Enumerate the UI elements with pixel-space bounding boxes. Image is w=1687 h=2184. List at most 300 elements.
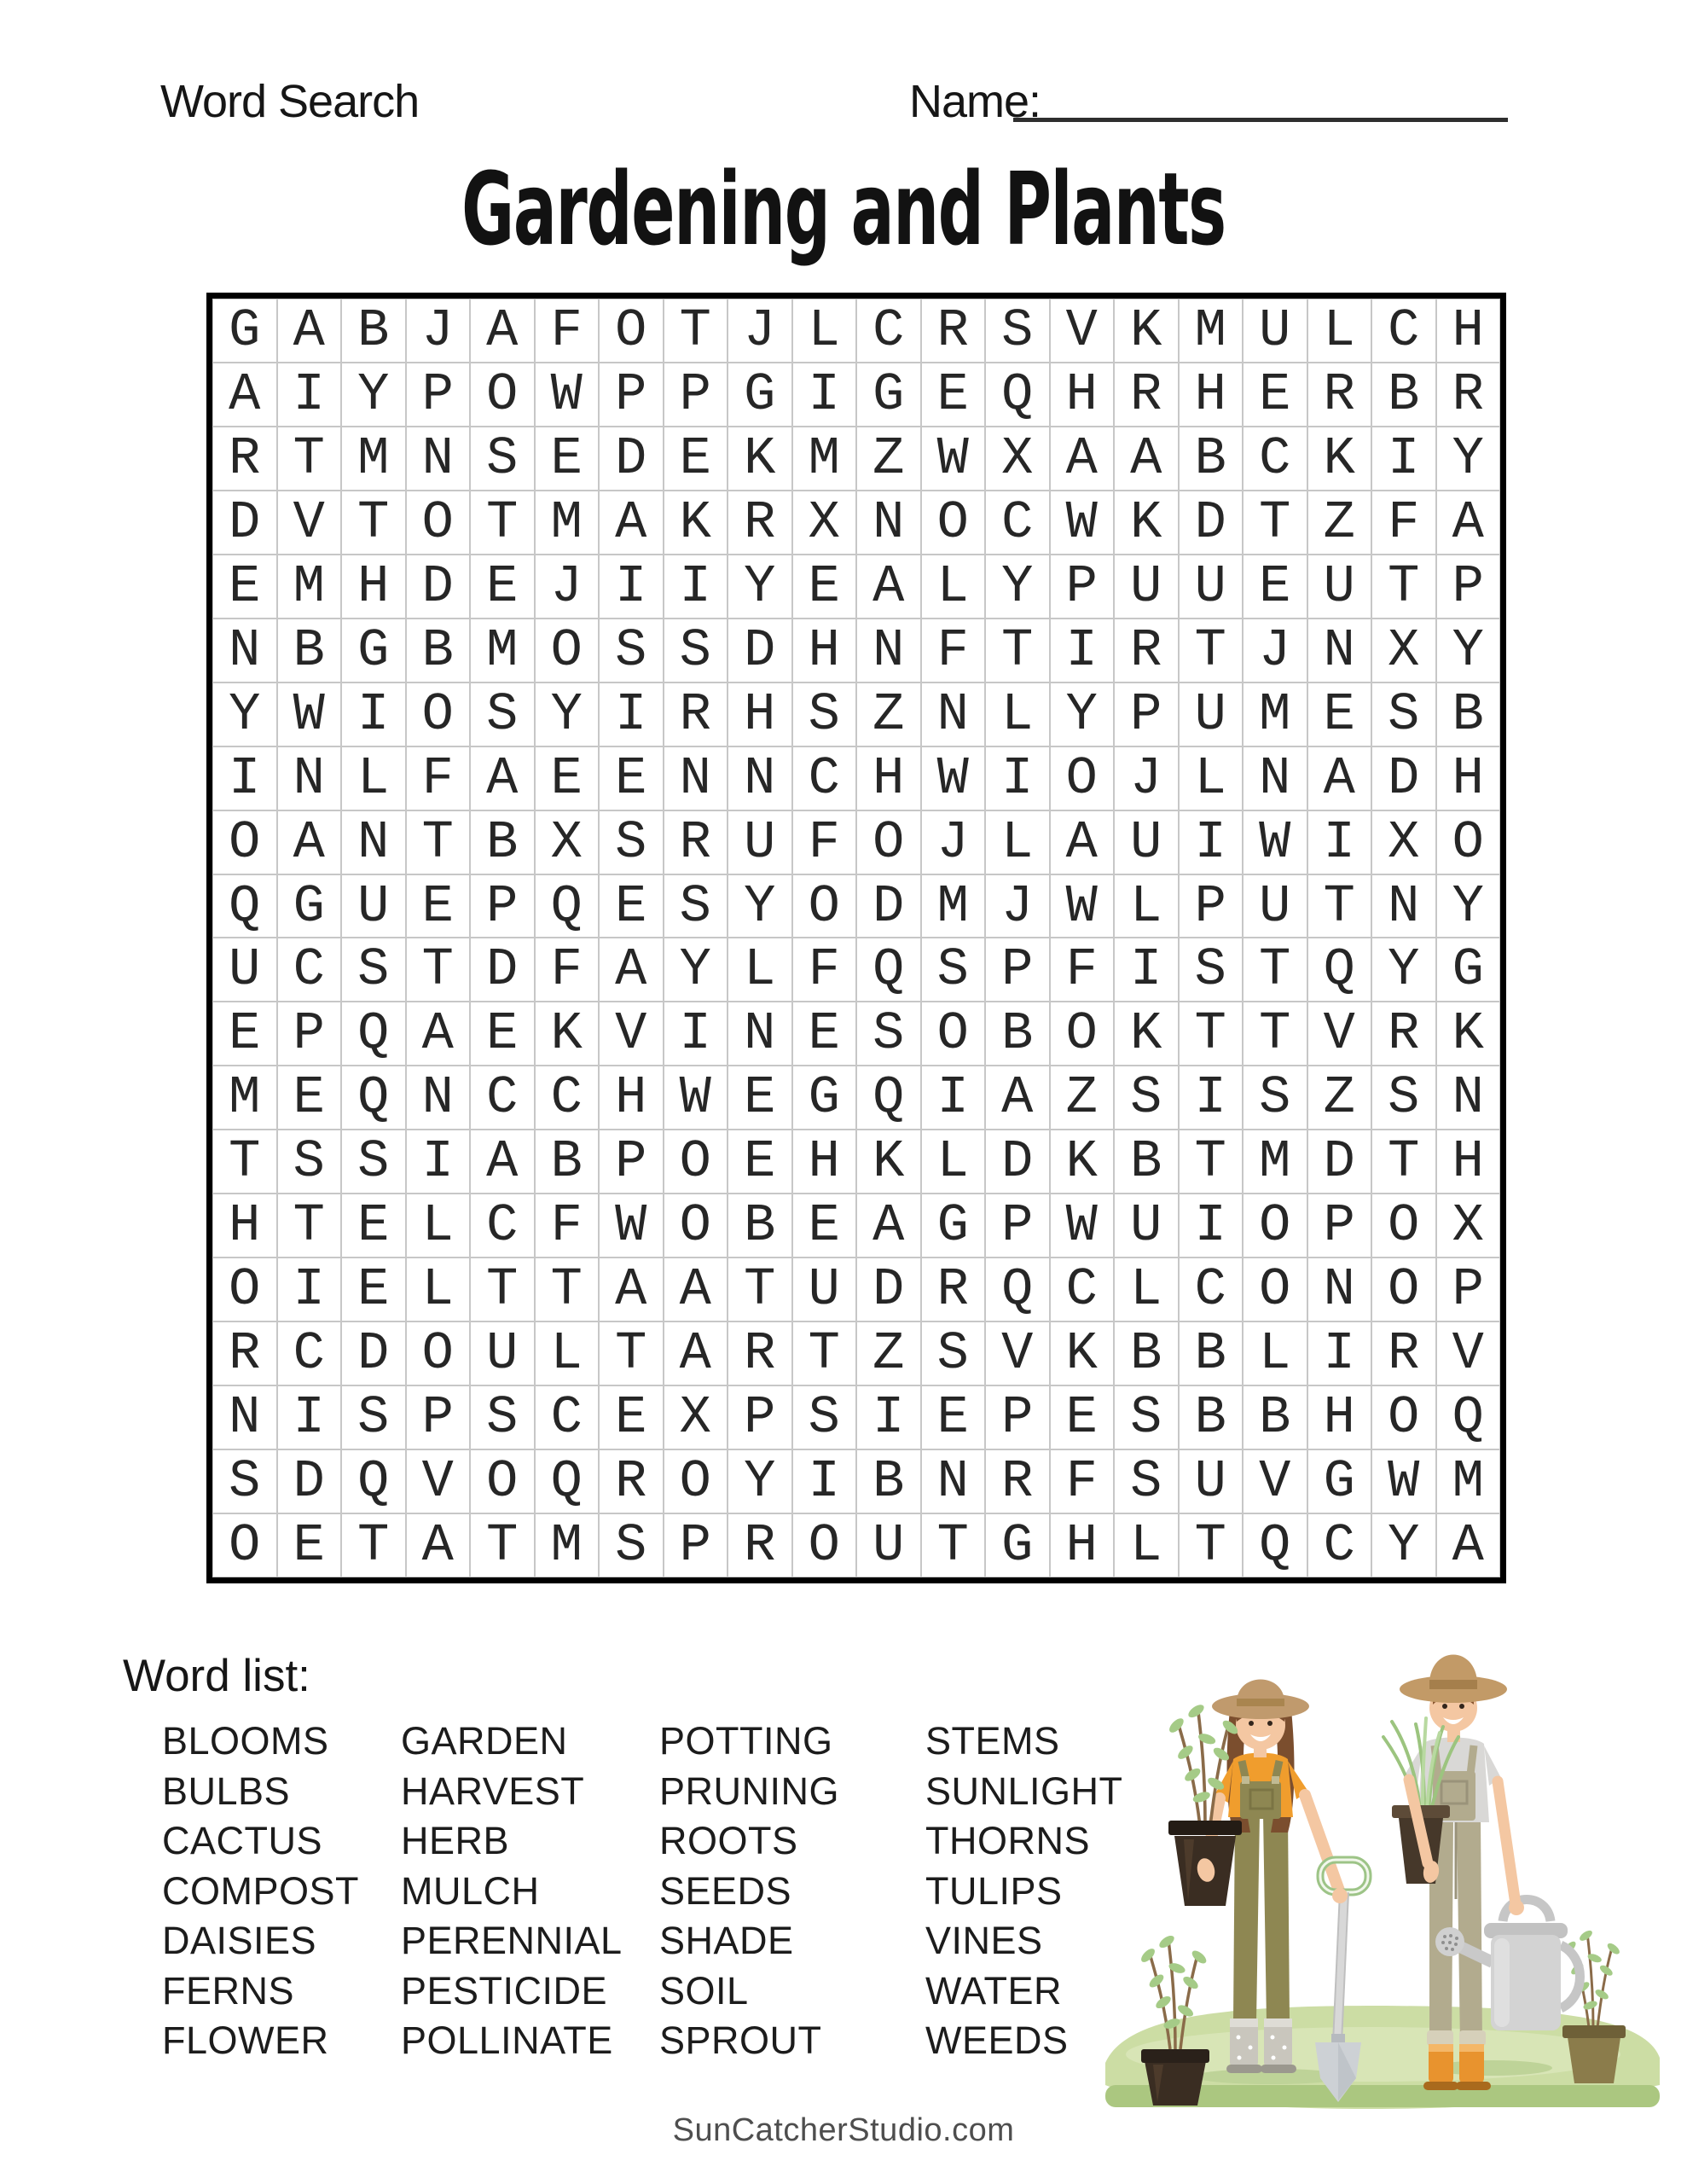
grid-cell: R (1371, 1321, 1436, 1385)
grid-cell: D (856, 1258, 921, 1321)
grid-cell: W (1371, 1449, 1436, 1513)
word-list-heading: Word list: (123, 1651, 310, 1701)
grid-cell: R (1114, 619, 1179, 682)
grid-cell: W (599, 1194, 664, 1258)
grid-cell: I (1179, 810, 1244, 874)
grid-cell: H (341, 555, 406, 619)
grid-cell: E (921, 1385, 986, 1449)
grid-cell: R (1436, 363, 1501, 427)
grid-cell: F (1371, 491, 1436, 555)
grid-cell: M (792, 427, 857, 491)
grid-cell: S (599, 619, 664, 682)
grid-cell: H (1436, 1130, 1501, 1194)
grid-cell: C (985, 491, 1050, 555)
word-list-item: POTTING (659, 1719, 833, 1763)
grid-cell: B (1436, 682, 1501, 746)
grid-cell: Y (1371, 938, 1436, 1002)
grid-cell: J (728, 299, 792, 363)
grid-cell: I (921, 1066, 986, 1130)
grid-cell: E (921, 363, 986, 427)
word-list-column-1 (162, 1716, 359, 2066)
grid-cell: I (664, 1002, 728, 1066)
grid-cell: O (212, 1513, 277, 1577)
grid-cell: W (1243, 810, 1307, 874)
grid-cell: O (406, 1321, 471, 1385)
grid-cell: R (728, 1513, 792, 1577)
grid-cell: P (664, 363, 728, 427)
grid-cell: T (1179, 1130, 1244, 1194)
grid-cell: L (1243, 1321, 1307, 1385)
grid-cell: H (1050, 363, 1115, 427)
grid-cell: N (1307, 1258, 1372, 1321)
grid-cell: O (921, 491, 986, 555)
grid-cell: I (1307, 1321, 1372, 1385)
grid-cell: N (1436, 1066, 1501, 1130)
grid-cell: C (1243, 427, 1307, 491)
grid-cell: N (921, 1449, 986, 1513)
grid-cell: N (212, 619, 277, 682)
grid-cell: O (856, 810, 921, 874)
grid-cell: N (856, 619, 921, 682)
grid-cell: W (664, 1066, 728, 1130)
grid-cell: I (277, 363, 342, 427)
grid-cell: P (985, 1194, 1050, 1258)
grid-cell: D (1179, 491, 1244, 555)
grid-cell: S (792, 682, 857, 746)
grid-cell: D (985, 1130, 1050, 1194)
grid-cell: X (664, 1385, 728, 1449)
grid-cell: K (1114, 299, 1179, 363)
grid-cell: S (470, 427, 535, 491)
grid-cell: Q (856, 938, 921, 1002)
grid-cell: E (277, 1066, 342, 1130)
grid-cell: S (341, 938, 406, 1002)
grid-cell: L (1114, 874, 1179, 938)
grid-cell: O (1050, 1002, 1115, 1066)
grid-cell: R (1371, 1002, 1436, 1066)
grid-cell: K (664, 491, 728, 555)
grid-cell: A (856, 1194, 921, 1258)
word-list-item: WATER (925, 1968, 1062, 2013)
word-list-item: POLLINATE (401, 2018, 613, 2062)
grid-cell: S (792, 1385, 857, 1449)
grid-cell: M (1243, 1130, 1307, 1194)
grid-cell: U (1114, 555, 1179, 619)
grid-cell: T (792, 1321, 857, 1385)
grid-cell: I (856, 1385, 921, 1449)
grid-cell: T (728, 1258, 792, 1321)
grid-cell: I (1114, 938, 1179, 1002)
grid-cell: I (1307, 810, 1372, 874)
grid-cell: C (1179, 1258, 1244, 1321)
grid-cell: R (664, 810, 728, 874)
grid-cell: H (728, 682, 792, 746)
grid-cell: Q (856, 1066, 921, 1130)
grid-cell: O (1243, 1194, 1307, 1258)
grid-cell: D (212, 491, 277, 555)
word-list-item: BLOOMS (162, 1719, 329, 1763)
grid-cell: E (212, 555, 277, 619)
grid-cell: Y (1371, 1513, 1436, 1577)
grid-cell: B (856, 1449, 921, 1513)
grid-cell: O (1371, 1385, 1436, 1449)
grid-cell: I (1050, 619, 1115, 682)
grid-cell: I (277, 1258, 342, 1321)
grid-cell: G (277, 874, 342, 938)
grid-cell: A (599, 938, 664, 1002)
grid-cell: E (406, 874, 471, 938)
grid-cell: N (212, 1385, 277, 1449)
grid-cell: T (212, 1130, 277, 1194)
grid-cell: A (1436, 491, 1501, 555)
grid-cell: D (728, 619, 792, 682)
grid-cell: S (664, 874, 728, 938)
grid-cell: E (341, 1194, 406, 1258)
word-list-item: PERENNIAL (401, 1919, 623, 1962)
grid-cell: V (985, 1321, 1050, 1385)
grid-cell: Z (856, 427, 921, 491)
grid-cell: B (728, 1194, 792, 1258)
grid-cell: Q (985, 363, 1050, 427)
grid-cell: E (535, 427, 600, 491)
grid-cell: C (535, 1385, 600, 1449)
grid-cell: I (599, 682, 664, 746)
word-list-item: STEMS (925, 1719, 1060, 1763)
grid-cell: E (535, 746, 600, 810)
grid-cell: N (664, 746, 728, 810)
grid-cell: T (1243, 1002, 1307, 1066)
grid-cell: T (1179, 1002, 1244, 1066)
grid-cell: V (1050, 299, 1115, 363)
grid-cell: U (1243, 874, 1307, 938)
grid-cell: B (341, 299, 406, 363)
grid-cell: C (470, 1066, 535, 1130)
grid-cell: P (599, 1130, 664, 1194)
grid-cell: R (1307, 363, 1372, 427)
grid-cell: U (792, 1258, 857, 1321)
grid-cell: O (921, 1002, 986, 1066)
grid-cell: A (470, 746, 535, 810)
grid-cell: X (1371, 619, 1436, 682)
grid-cell: U (856, 1513, 921, 1577)
grid-cell: D (406, 555, 471, 619)
grid-cell: U (212, 938, 277, 1002)
grid-cell: R (728, 1321, 792, 1385)
word-list-item: THORNS (925, 1819, 1090, 1862)
grid-cell: W (535, 363, 600, 427)
grid-cell: V (1243, 1449, 1307, 1513)
grid-cell: J (985, 874, 1050, 938)
grid-cell: D (599, 427, 664, 491)
grid-cell: E (599, 746, 664, 810)
grid-cell: O (1243, 1258, 1307, 1321)
grid-cell: F (535, 299, 600, 363)
grid-cell: J (535, 555, 600, 619)
grid-cell: D (1307, 1130, 1372, 1194)
grid-cell: T (341, 491, 406, 555)
grid-cell: P (1436, 555, 1501, 619)
grid-cell: B (406, 619, 471, 682)
grid-cell: A (1307, 746, 1372, 810)
grid-cell: L (921, 555, 986, 619)
grid-cell: S (985, 299, 1050, 363)
grid-cell: K (1114, 1002, 1179, 1066)
grid-cell: B (1371, 363, 1436, 427)
grid-cell: T (1371, 1130, 1436, 1194)
grid-cell: A (406, 1002, 471, 1066)
grid-cell: A (212, 363, 277, 427)
grid-cell: T (1179, 619, 1244, 682)
grid-cell: R (212, 1321, 277, 1385)
grid-cell: S (1243, 1066, 1307, 1130)
grid-cell: Q (985, 1258, 1050, 1321)
grid-cell: Q (341, 1449, 406, 1513)
grid-cell: W (1050, 874, 1115, 938)
grid-cell: E (599, 1385, 664, 1449)
grid-cell: W (921, 746, 986, 810)
grid-cell: F (1050, 938, 1115, 1002)
grid-cell: A (470, 299, 535, 363)
grid-cell: K (1050, 1130, 1115, 1194)
grid-cell: C (277, 1321, 342, 1385)
grid-cell: Z (1307, 1066, 1372, 1130)
grid-cell: F (535, 938, 600, 1002)
grid-cell: J (1243, 619, 1307, 682)
grid-cell: U (470, 1321, 535, 1385)
grid-cell: P (985, 1385, 1050, 1449)
grid-cell: U (1179, 555, 1244, 619)
grid-cell: Y (728, 874, 792, 938)
grid-cell: P (1179, 874, 1244, 938)
grid-cell: O (664, 1194, 728, 1258)
grid-cell: C (277, 938, 342, 1002)
grid-cell: M (921, 874, 986, 938)
grid-cell: U (1179, 682, 1244, 746)
grid-cell: L (1114, 1513, 1179, 1577)
grid-cell: V (1436, 1321, 1501, 1385)
word-list-item: SUNLIGHT (925, 1769, 1123, 1813)
grid-cell: T (277, 1194, 342, 1258)
grid-cell: I (985, 746, 1050, 810)
word-list-item: PESTICIDE (401, 1968, 608, 2013)
grid-cell: S (341, 1130, 406, 1194)
grid-cell: A (664, 1321, 728, 1385)
doc-type-label: Word Search (160, 76, 420, 127)
grid-cell: S (470, 1385, 535, 1449)
grid-cell: O (792, 874, 857, 938)
grid-cell: J (1114, 746, 1179, 810)
grid-cell: L (406, 1258, 471, 1321)
grid-cell: S (1114, 1066, 1179, 1130)
grid-cell: O (792, 1513, 857, 1577)
grid-cell: T (470, 1513, 535, 1577)
word-list-item: BULBS (162, 1769, 291, 1813)
grid-cell: L (406, 1194, 471, 1258)
grid-cell: A (1050, 427, 1115, 491)
grid-cell: S (921, 938, 986, 1002)
grid-cell: G (212, 299, 277, 363)
grid-cell: K (856, 1130, 921, 1194)
grid-cell: Q (1243, 1513, 1307, 1577)
grid-cell: Z (1050, 1066, 1115, 1130)
word-list-item: ROOTS (659, 1819, 798, 1862)
grid-cell: L (728, 938, 792, 1002)
grid-cell: A (406, 1513, 471, 1577)
grid-cell: G (341, 619, 406, 682)
grid-cell: A (1436, 1513, 1501, 1577)
grid-cell: G (856, 363, 921, 427)
grid-cell: U (1307, 555, 1372, 619)
grid-cell: Y (728, 555, 792, 619)
grid-cell: U (341, 874, 406, 938)
grid-cell: I (1179, 1194, 1244, 1258)
grid-cell: E (1243, 363, 1307, 427)
grid-cell: Y (1436, 619, 1501, 682)
grid-cell: N (921, 682, 986, 746)
name-fill-line (1013, 118, 1508, 122)
grid-cell: K (1050, 1321, 1115, 1385)
grid-cell: M (535, 1513, 600, 1577)
grid-cell: N (406, 1066, 471, 1130)
grid-cell: R (921, 1258, 986, 1321)
grid-cell: U (728, 810, 792, 874)
grid-cell: L (792, 299, 857, 363)
grid-cell: R (985, 1449, 1050, 1513)
grid-cell: I (599, 555, 664, 619)
grid-cell: E (728, 1066, 792, 1130)
grid-cell: B (1179, 427, 1244, 491)
grid-cell: M (470, 619, 535, 682)
grid-cell: N (728, 1002, 792, 1066)
grid-cell: O (406, 491, 471, 555)
grid-cell: N (856, 491, 921, 555)
grid-cell: S (1114, 1385, 1179, 1449)
grid-cell: E (277, 1513, 342, 1577)
grid-cell: X (535, 810, 600, 874)
grid-cell: E (1050, 1385, 1115, 1449)
grid-cell: H (599, 1066, 664, 1130)
grid-cell: Y (1436, 427, 1501, 491)
grid-cell: G (1436, 938, 1501, 1002)
grid-cell: T (341, 1513, 406, 1577)
grid-cell: L (1114, 1258, 1179, 1321)
grid-cell: M (1243, 682, 1307, 746)
grid-cell: B (535, 1130, 600, 1194)
grid-cell: C (535, 1066, 600, 1130)
grid-cell: S (1179, 938, 1244, 1002)
word-list-item: SOIL (659, 1968, 749, 2013)
grid-cell: F (406, 746, 471, 810)
grid-cell: G (921, 1194, 986, 1258)
grid-cell: A (1114, 427, 1179, 491)
grid-cell: L (985, 682, 1050, 746)
grid-cell: T (470, 1258, 535, 1321)
grid-cell: G (1307, 1449, 1372, 1513)
grid-cell: T (406, 810, 471, 874)
grid-cell: E (792, 1194, 857, 1258)
grid-cell: A (277, 299, 342, 363)
word-list-item: SHADE (659, 1919, 794, 1962)
grid-cell: S (470, 682, 535, 746)
grid-cell: U (1179, 1449, 1244, 1513)
word-list-item: PRUNING (659, 1769, 840, 1813)
word-list-item: FLOWER (162, 2018, 329, 2062)
word-list-item: SEEDS (659, 1868, 792, 1913)
grid-cell: T (599, 1321, 664, 1385)
word-list-item: HARVEST (401, 1769, 585, 1813)
grid-cell: I (792, 1449, 857, 1513)
grid-cell: H (1436, 299, 1501, 363)
grid-cell: O (406, 682, 471, 746)
grid-cell: I (341, 682, 406, 746)
grid-cell: I (792, 363, 857, 427)
word-list-item: GARDEN (401, 1719, 568, 1763)
grid-cell: C (1050, 1258, 1115, 1321)
grid-cell: S (212, 1449, 277, 1513)
grid-cell: U (1243, 299, 1307, 363)
grid-cell: E (728, 1130, 792, 1194)
grid-cell: A (1050, 810, 1115, 874)
grid-cell: D (470, 938, 535, 1002)
grid-cell: T (921, 1513, 986, 1577)
grid-cell: H (856, 746, 921, 810)
grid-cell: Q (535, 1449, 600, 1513)
grid-cell: N (341, 810, 406, 874)
grid-cell: E (341, 1258, 406, 1321)
grid-cell: O (664, 1449, 728, 1513)
word-list-item: TULIPS (925, 1868, 1063, 1913)
grid-cell: N (1243, 746, 1307, 810)
grid-cell: T (1371, 555, 1436, 619)
word-list-item: HERB (401, 1819, 510, 1862)
grid-cell: V (406, 1449, 471, 1513)
grid-cell: K (1436, 1002, 1501, 1066)
website-credit: SunCatcherStudio.com (672, 2112, 1015, 2148)
grid-cell: H (1179, 363, 1244, 427)
grid-cell: V (277, 491, 342, 555)
grid-cell: T (470, 491, 535, 555)
grid-cell: S (921, 1321, 986, 1385)
word-list-item: SPROUT (659, 2018, 822, 2062)
grid-cell: N (277, 746, 342, 810)
grid-cell: Y (664, 938, 728, 1002)
grid-cell: S (856, 1002, 921, 1066)
grid-cell: S (599, 810, 664, 874)
grid-cell: I (212, 746, 277, 810)
name-label: Name: (909, 76, 1041, 127)
grid-cell: K (1307, 427, 1372, 491)
grid-cell: I (1371, 427, 1436, 491)
grid-cell: P (599, 363, 664, 427)
grid-cell: B (1179, 1321, 1244, 1385)
grid-cell: L (535, 1321, 600, 1385)
word-list-item: DAISIES (162, 1919, 317, 1962)
grid-cell: O (1436, 810, 1501, 874)
grid-cell: T (535, 1258, 600, 1321)
grid-cell: T (277, 427, 342, 491)
grid-cell: E (470, 1002, 535, 1066)
grid-cell: S (1371, 1066, 1436, 1130)
grid-cell: R (664, 682, 728, 746)
grid-cell: A (470, 1130, 535, 1194)
grid-cell: R (212, 427, 277, 491)
grid-cell: Z (856, 1321, 921, 1385)
grid-cell: K (1114, 491, 1179, 555)
grid-cell: L (921, 1130, 986, 1194)
grid-cell: J (406, 299, 471, 363)
grid-cell: Q (535, 874, 600, 938)
grid-cell: I (664, 555, 728, 619)
